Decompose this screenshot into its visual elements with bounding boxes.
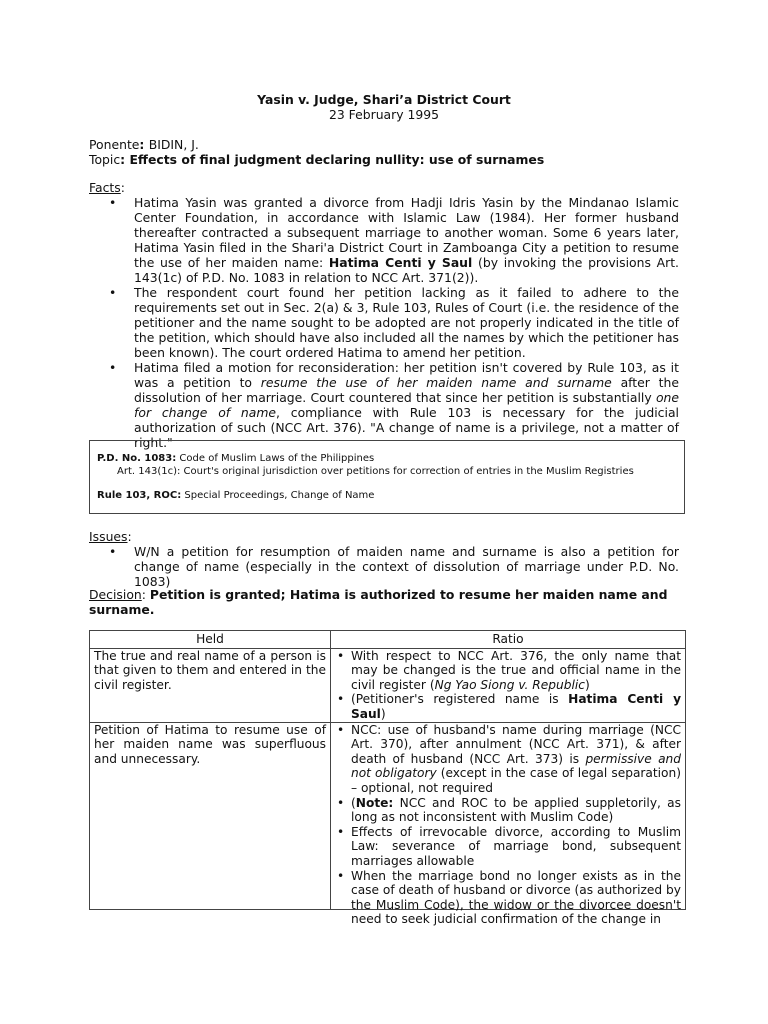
ponente-line: Ponente: BIDIN, J. (89, 137, 199, 152)
case-date: 23 February 1995 (328, 107, 440, 122)
ratio-item: • NCC: use of husband's name during marriage (NCC Art. 370), after annulment (NCC Art. 371), & after death of husband (NCC Art. 373) is permissive and not obligatory (except in the case of legal separation) – optional, not required (335, 723, 681, 796)
table-row (90, 722, 686, 909)
ratio-item: • Effects of irrevocable divorce, according to Muslim Law: severance of marriage bond, subsequent marriages allowable (335, 825, 681, 869)
facts-item: • The respondent court found her petition lacking as it failed to adhere to the requirements set out in Sec. 2(a) & 3, Rule 103, Rules of Court (i.e. the residence of the petitioner and the name sought to be adopted are not properly indicated in the title of the petition, which should have also included all the names by which the petitioner has been known). The court ordered Hatima to amend her petition. (89, 285, 679, 360)
table-row (90, 648, 686, 722)
statute-pd-line: P.D. No. 1083: Code of Muslim Laws of the Philippines (97, 453, 375, 464)
facts-list (89, 195, 679, 450)
ponente-label: Ponente (89, 137, 140, 152)
ratio-item: • With respect to NCC Art. 376, the only name that may be changed is the true and official name in the civil register (Ng Yao Siong v. Republic) (335, 649, 681, 693)
facts-label: Facts (89, 180, 121, 195)
topic-line: Topic: Effects of final judgment declaring nullity: use of surnames (89, 152, 545, 167)
topic-label: Topic (89, 152, 121, 167)
issues-item: • W/N a petition for resumption of maiden name and surname is also a petition for change of name (especially in the context of dissolution of marriage under P.D. No. 1083) (89, 544, 679, 589)
statute-rule-line: Rule 103, ROC: Special Proceedings, Change of Name (97, 490, 375, 501)
table-header-row (90, 631, 686, 649)
issues-label: Issues (89, 529, 128, 544)
decision-section: Decision: Petition is granted; Hatima is authorized to resume her maiden name and surname. (89, 587, 668, 617)
topic-value: Effects of final judgment declaring nullity: use of surnames (129, 152, 545, 167)
facts-item: • Hatima Yasin was granted a divorce from Hadji Idris Yasin by the Mindanao Islamic Center Foundation, in accordance with Islamic Law (1984). Her former husband thereafter contracted a subsequent marriage to another woman. Some 6 years later, Hatima Yasin filed in the Shari'a District Court in Zamboanga City a petition to resume the use of her maiden name: Hatima Centi y Saul (by invoking the provisions Art. 143(1c) of P.D. No. 1083 in relation to NCC Art. 371(2)). (89, 195, 679, 285)
facts-item: • Hatima filed a motion for reconsideration: her petition isn't covered by Rule 103, as it was a petition to resume the use of her maiden name and surname after the dissolution of her marriage. Court countered that since her petition is substantially one for change of name, compliance with Rule 103 is necessary for the judicial authorization of such (NCC Art. 376). "A change of name is a privilege, not a matter of right." (89, 360, 679, 450)
issues-list (89, 544, 679, 589)
ponente-value: BIDIN, J. (148, 137, 199, 152)
held-ratio-table (89, 630, 686, 927)
case-header (0, 92, 768, 122)
ratio-item: • (Note: NCC and ROC to be applied suppletorily, as long as not inconsistent with Muslim Code) (335, 796, 681, 825)
statute-box (89, 440, 685, 514)
statute-pd-sub: Art. 143(1c): Court's original jurisdiction over petitions for correction of entries in the Muslim Registries (117, 466, 634, 477)
ratio-item: • (Petitioner's registered name is Hatima Centi y Saul) (335, 692, 681, 721)
held-cell: Petition of Hatima to resume use of her maiden name was superfluous and unnecessary. (90, 722, 331, 909)
decision-text: Petition is granted; Hatima is authorized to resume her maiden name and surname. (89, 587, 668, 617)
decision-label: Decision (89, 587, 142, 602)
held-header: Held (90, 631, 331, 649)
ratio-item: • When the marriage bond no longer exists as in the case of death of husband or divorce (as authorized by the Muslim Code), the widow or the divorcee doesn't need to seek judicial confirmation of the change in (335, 869, 681, 909)
ratio-header: Ratio (331, 631, 686, 649)
held-cell: The true and real name of a person is that given to them and entered in the civil register. (90, 648, 331, 722)
facts-section: Facts: • Hatima Yasin was granted a divorce from Hadji Idris Yasin by the Mindanao Islamic Center Foundation, in accordance with Islamic Law (1984). Her former husband thereafter contracted a subsequent marriage to another woman. Some 6 years later, Hatima Yasin filed in the Shari'a District Court in Zamboanga City a petition to resume the use of her maiden name: Hatima Centi y Saul (by invoking the provisions Art. 143(1c) of P.D. No. 1083 in relation to NCC Art. 371(2)). • The respondent court found her petition lacking as it failed to adhere to the requirements set out in Sec. 2(a) & 3, Rule 103, Rules of Court (i.e. the residence of the petitioner and the name sought to be adopted are not properly indicated in the title of the petition, which should have also included all the names by which the petitioner has been known). The court ordered Hatima to amend her petition. • Hatima filed a motion for reconsideration: her petition isn't covered by Rule 103, as it was a petition to resume the use of her maiden name and surname after the dissolution of her marriage. Court countered that since her petition is substantially one for change of name, compliance with Rule 103 is necessary for the judicial authorization of such (NCC Art. 376). "A change of name is a privilege, not a matter of right." (89, 180, 679, 450)
ratio-cell (331, 648, 686, 722)
issues-section: Issues: • W/N a petition for resumption of maiden name and surname is also a petition for change of name (especially in the context of dissolution of marriage under P.D. No. 1083) (89, 529, 679, 589)
case-title: Yasin v. Judge, Shari’a District Court (257, 92, 511, 107)
ratio-cell (331, 722, 686, 927)
case-meta (89, 137, 679, 167)
